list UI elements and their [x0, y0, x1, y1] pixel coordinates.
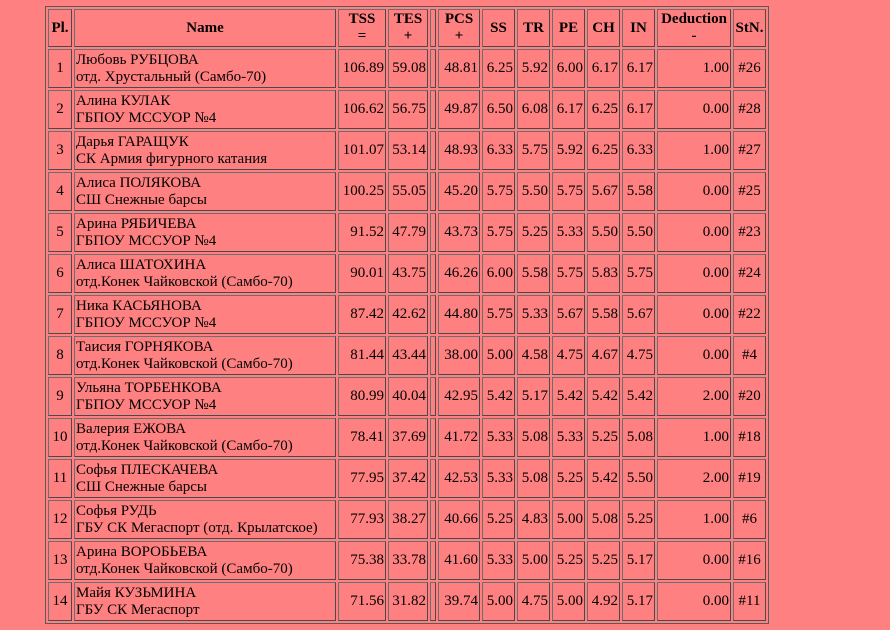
- place-cell: 11: [48, 459, 72, 498]
- skater-name: Ника КАСЬЯНОВА: [76, 297, 202, 314]
- tss-cell: 90.01: [338, 254, 386, 293]
- separator-cell: [430, 254, 436, 293]
- ch-cell: 5.83: [587, 254, 620, 293]
- pcs-cell: 41.60: [438, 541, 480, 580]
- place-cell: 6: [48, 254, 72, 293]
- place-cell: 7: [48, 295, 72, 334]
- tr-cell: 5.50: [517, 172, 550, 211]
- place-cell: 5: [48, 213, 72, 252]
- start-number-cell: #18: [733, 418, 766, 457]
- header-tss-sign: =: [357, 28, 367, 44]
- separator-cell: [430, 295, 436, 334]
- pe-cell: 5.42: [552, 377, 585, 416]
- tes-cell: 37.42: [388, 459, 428, 498]
- ss-cell: 5.33: [482, 418, 515, 457]
- header-row: [48, 9, 766, 47]
- skater-name: Дарья ГАРАЩУК: [76, 133, 189, 150]
- start-number-cell: #16: [733, 541, 766, 580]
- ss-cell: 5.75: [482, 295, 515, 334]
- start-number-cell: #23: [733, 213, 766, 252]
- separator-cell: [430, 336, 436, 375]
- ch-cell: 5.58: [587, 295, 620, 334]
- in-cell: 5.17: [622, 541, 655, 580]
- ch-cell: 5.67: [587, 172, 620, 211]
- ch-cell: 5.50: [587, 213, 620, 252]
- skater-name: Софья ПЛЕСКАЧЕВА: [76, 461, 219, 478]
- pe-cell: 5.67: [552, 295, 585, 334]
- skater-name: Майя КУЗЬМИНА: [76, 584, 197, 601]
- start-number-cell: #24: [733, 254, 766, 293]
- pcs-cell: 44.80: [438, 295, 480, 334]
- tes-cell: 59.08: [388, 49, 428, 88]
- place-cell: 4: [48, 172, 72, 211]
- ch-cell: 4.92: [587, 582, 620, 621]
- pcs-cell: 48.93: [438, 131, 480, 170]
- start-number-cell: #27: [733, 131, 766, 170]
- skater-cell: [74, 131, 336, 170]
- skater-name: Арина ВОРОБЬЕВА: [76, 543, 208, 560]
- header-tes-sign: +: [403, 28, 413, 44]
- skater-name: Арина РЯБИЧЕВА: [76, 215, 197, 232]
- ss-cell: 5.42: [482, 377, 515, 416]
- tes-cell: 43.75: [388, 254, 428, 293]
- tr-cell: 6.08: [517, 90, 550, 129]
- skater-name: Валерия ЕЖОВА: [76, 420, 187, 437]
- tes-cell: 55.05: [388, 172, 428, 211]
- tes-cell: 31.82: [388, 582, 428, 621]
- ch-cell: 5.25: [587, 418, 620, 457]
- in-cell: 5.58: [622, 172, 655, 211]
- place-cell: 2: [48, 90, 72, 129]
- pe-cell: 5.33: [552, 418, 585, 457]
- ch-cell: 5.08: [587, 500, 620, 539]
- pe-cell: 4.75: [552, 336, 585, 375]
- deduction-cell: 1.00: [657, 49, 731, 88]
- pe-cell: 6.17: [552, 90, 585, 129]
- tes-cell: 40.04: [388, 377, 428, 416]
- start-number-cell: #25: [733, 172, 766, 211]
- deduction-cell: 0.00: [657, 582, 731, 621]
- skater-name: Алина КУЛАК: [76, 92, 171, 109]
- table-row: [48, 49, 766, 88]
- place-cell: 3: [48, 131, 72, 170]
- ss-cell: 5.75: [482, 172, 515, 211]
- start-number-cell: #26: [733, 49, 766, 88]
- header-deduction-label: Deduction: [661, 11, 727, 27]
- header-pe: PE: [552, 9, 585, 47]
- pcs-cell: 38.00: [438, 336, 480, 375]
- header-tes: [388, 9, 428, 47]
- header-tss: [338, 9, 386, 47]
- skater-cell: [74, 172, 336, 211]
- table-row: [48, 582, 766, 621]
- table-row: [48, 172, 766, 211]
- header-pcs-label: PCS: [444, 11, 474, 27]
- tss-cell: 77.95: [338, 459, 386, 498]
- tes-cell: 33.78: [388, 541, 428, 580]
- in-cell: 5.67: [622, 295, 655, 334]
- separator-cell: [430, 172, 436, 211]
- pe-cell: 5.92: [552, 131, 585, 170]
- skater-club: СШ Снежные барсы: [76, 191, 207, 208]
- start-number-cell: #11: [733, 582, 766, 621]
- deduction-cell: 1.00: [657, 418, 731, 457]
- ss-cell: 5.00: [482, 336, 515, 375]
- ss-cell: 6.25: [482, 49, 515, 88]
- table-row: [48, 500, 766, 539]
- separator-cell: [430, 49, 436, 88]
- separator-cell: [430, 131, 436, 170]
- tss-cell: 87.42: [338, 295, 386, 334]
- ss-cell: 6.33: [482, 131, 515, 170]
- ch-cell: 6.17: [587, 49, 620, 88]
- header-pcs-sign: +: [454, 28, 464, 44]
- skater-cell: [74, 213, 336, 252]
- tes-cell: 53.14: [388, 131, 428, 170]
- skater-club: ГБПОУ МССУОР №4: [76, 314, 217, 331]
- skater-club: СК Армия фигурного катания: [76, 150, 268, 167]
- deduction-cell: 0.00: [657, 541, 731, 580]
- pe-cell: 5.75: [552, 172, 585, 211]
- deduction-cell: 0.00: [657, 213, 731, 252]
- in-cell: 5.08: [622, 418, 655, 457]
- table-row: [48, 254, 766, 293]
- skater-cell: [74, 90, 336, 129]
- ss-cell: 6.00: [482, 254, 515, 293]
- table-row: [48, 90, 766, 129]
- tes-cell: 37.69: [388, 418, 428, 457]
- header-name: Name: [74, 9, 336, 47]
- place-cell: 12: [48, 500, 72, 539]
- tr-cell: 5.08: [517, 418, 550, 457]
- tes-cell: 47.79: [388, 213, 428, 252]
- separator-cell: [430, 582, 436, 621]
- tes-cell: 43.44: [388, 336, 428, 375]
- ch-cell: 5.42: [587, 377, 620, 416]
- skater-club: ГБПОУ МССУОР №4: [76, 232, 217, 249]
- ch-cell: 4.67: [587, 336, 620, 375]
- deduction-cell: 0.00: [657, 295, 731, 334]
- ss-cell: 6.50: [482, 90, 515, 129]
- tr-cell: 5.17: [517, 377, 550, 416]
- skater-club: ГБПОУ МССУОР №4: [76, 396, 217, 413]
- tr-cell: 5.25: [517, 213, 550, 252]
- skater-name: Алиса ПОЛЯКОВА: [76, 174, 202, 191]
- tr-cell: 4.83: [517, 500, 550, 539]
- header-tr: TR: [517, 9, 550, 47]
- separator-cell: [430, 90, 436, 129]
- in-cell: 6.17: [622, 49, 655, 88]
- skater-club: отд.Конек Чайковской (Самбо-70): [76, 437, 293, 454]
- separator-cell: [430, 213, 436, 252]
- table-row: [48, 295, 766, 334]
- in-cell: 5.17: [622, 582, 655, 621]
- header-ch: CH: [587, 9, 620, 47]
- deduction-cell: 2.00: [657, 377, 731, 416]
- deduction-cell: 1.00: [657, 500, 731, 539]
- header-separator: [430, 9, 436, 47]
- start-number-cell: #22: [733, 295, 766, 334]
- deduction-cell: 1.00: [657, 131, 731, 170]
- pcs-cell: 41.72: [438, 418, 480, 457]
- tss-cell: 91.52: [338, 213, 386, 252]
- skater-cell: [74, 541, 336, 580]
- skater-cell: [74, 377, 336, 416]
- in-cell: 5.50: [622, 213, 655, 252]
- separator-cell: [430, 377, 436, 416]
- deduction-cell: 0.00: [657, 172, 731, 211]
- skater-cell: [74, 254, 336, 293]
- in-cell: 5.75: [622, 254, 655, 293]
- skater-club: отд.Конек Чайковской (Самбо-70): [76, 273, 293, 290]
- tes-cell: 56.75: [388, 90, 428, 129]
- results-body: [48, 49, 766, 621]
- ch-cell: 5.42: [587, 459, 620, 498]
- pe-cell: 5.00: [552, 582, 585, 621]
- skater-name: Таисия ГОРНЯКОВА: [76, 338, 214, 355]
- tss-cell: 78.41: [338, 418, 386, 457]
- in-cell: 6.17: [622, 90, 655, 129]
- start-number-cell: #19: [733, 459, 766, 498]
- header-in: IN: [622, 9, 655, 47]
- tes-cell: 38.27: [388, 500, 428, 539]
- skater-club: отд. Хрустальный (Самбо-70): [76, 68, 267, 85]
- skater-name: Любовь РУБЦОВА: [76, 51, 199, 68]
- pe-cell: 5.25: [552, 459, 585, 498]
- tr-cell: 5.92: [517, 49, 550, 88]
- table-row: [48, 131, 766, 170]
- skater-cell: [74, 582, 336, 621]
- in-cell: 5.50: [622, 459, 655, 498]
- place-cell: 9: [48, 377, 72, 416]
- in-cell: 4.75: [622, 336, 655, 375]
- pcs-cell: 39.74: [438, 582, 480, 621]
- tr-cell: 5.00: [517, 541, 550, 580]
- place-cell: 13: [48, 541, 72, 580]
- separator-cell: [430, 459, 436, 498]
- skater-name: Алиса ШАТОХИНА: [76, 256, 207, 273]
- skater-club: отд.Конек Чайковской (Самбо-70): [76, 355, 293, 372]
- table-row: [48, 377, 766, 416]
- ch-cell: 6.25: [587, 90, 620, 129]
- ss-cell: 5.75: [482, 213, 515, 252]
- pe-cell: 5.00: [552, 500, 585, 539]
- start-number-cell: #6: [733, 500, 766, 539]
- ss-cell: 5.25: [482, 500, 515, 539]
- place-cell: 14: [48, 582, 72, 621]
- start-number-cell: #28: [733, 90, 766, 129]
- separator-cell: [430, 418, 436, 457]
- deduction-cell: 0.00: [657, 254, 731, 293]
- skater-cell: [74, 459, 336, 498]
- header-deduction-sign: -: [691, 28, 697, 44]
- skater-club: отд.Конек Чайковской (Самбо-70): [76, 560, 293, 577]
- skater-club: ГБУ СК Мегаспорт: [76, 601, 200, 618]
- tr-cell: 5.33: [517, 295, 550, 334]
- pcs-cell: 48.81: [438, 49, 480, 88]
- ss-cell: 5.00: [482, 582, 515, 621]
- pcs-cell: 49.87: [438, 90, 480, 129]
- tr-cell: 4.58: [517, 336, 550, 375]
- header-tss-label: TSS: [348, 11, 376, 27]
- tss-cell: 106.62: [338, 90, 386, 129]
- separator-cell: [430, 541, 436, 580]
- tss-cell: 75.38: [338, 541, 386, 580]
- header-place: Pl.: [48, 9, 72, 47]
- table-row: [48, 541, 766, 580]
- pcs-cell: 46.26: [438, 254, 480, 293]
- pe-cell: 6.00: [552, 49, 585, 88]
- results-table: [45, 6, 769, 624]
- in-cell: 6.33: [622, 131, 655, 170]
- tr-cell: 4.75: [517, 582, 550, 621]
- ch-cell: 5.25: [587, 541, 620, 580]
- header-start-number: StN.: [733, 9, 766, 47]
- tr-cell: 5.75: [517, 131, 550, 170]
- ss-cell: 5.33: [482, 541, 515, 580]
- header-deduction: [657, 9, 731, 47]
- pcs-cell: 45.20: [438, 172, 480, 211]
- pcs-cell: 42.53: [438, 459, 480, 498]
- skater-name: Ульяна ТОРБЕНКОВА: [76, 379, 222, 396]
- skater-name: Софья РУДЬ: [76, 502, 157, 519]
- separator-cell: [430, 500, 436, 539]
- skater-club: СШ Снежные барсы: [76, 478, 207, 495]
- table-row: [48, 336, 766, 375]
- pe-cell: 5.25: [552, 541, 585, 580]
- pcs-cell: 43.73: [438, 213, 480, 252]
- pcs-cell: 42.95: [438, 377, 480, 416]
- table-row: [48, 213, 766, 252]
- place-cell: 8: [48, 336, 72, 375]
- skater-club: ГБПОУ МССУОР №4: [76, 109, 217, 126]
- place-cell: 10: [48, 418, 72, 457]
- place-cell: 1: [48, 49, 72, 88]
- header-tes-label: TES: [393, 11, 423, 27]
- start-number-cell: #4: [733, 336, 766, 375]
- tr-cell: 5.08: [517, 459, 550, 498]
- table-row: [48, 418, 766, 457]
- tr-cell: 5.58: [517, 254, 550, 293]
- skater-cell: [74, 418, 336, 457]
- ss-cell: 5.33: [482, 459, 515, 498]
- tss-cell: 106.89: [338, 49, 386, 88]
- pcs-cell: 40.66: [438, 500, 480, 539]
- deduction-cell: 0.00: [657, 90, 731, 129]
- skater-cell: [74, 49, 336, 88]
- tes-cell: 42.62: [388, 295, 428, 334]
- header-pcs: [438, 9, 480, 47]
- deduction-cell: 0.00: [657, 336, 731, 375]
- skater-cell: [74, 295, 336, 334]
- skater-cell: [74, 336, 336, 375]
- deduction-cell: 2.00: [657, 459, 731, 498]
- in-cell: 5.25: [622, 500, 655, 539]
- header-ss: SS: [482, 9, 515, 47]
- tss-cell: 81.44: [338, 336, 386, 375]
- tss-cell: 80.99: [338, 377, 386, 416]
- tss-cell: 77.93: [338, 500, 386, 539]
- tss-cell: 101.07: [338, 131, 386, 170]
- pe-cell: 5.33: [552, 213, 585, 252]
- start-number-cell: #20: [733, 377, 766, 416]
- tss-cell: 100.25: [338, 172, 386, 211]
- skater-club: ГБУ СК Мегаспорт (отд. Крылатское): [76, 519, 318, 536]
- in-cell: 5.42: [622, 377, 655, 416]
- pe-cell: 5.75: [552, 254, 585, 293]
- ch-cell: 6.25: [587, 131, 620, 170]
- table-row: [48, 459, 766, 498]
- tss-cell: 71.56: [338, 582, 386, 621]
- skater-cell: [74, 500, 336, 539]
